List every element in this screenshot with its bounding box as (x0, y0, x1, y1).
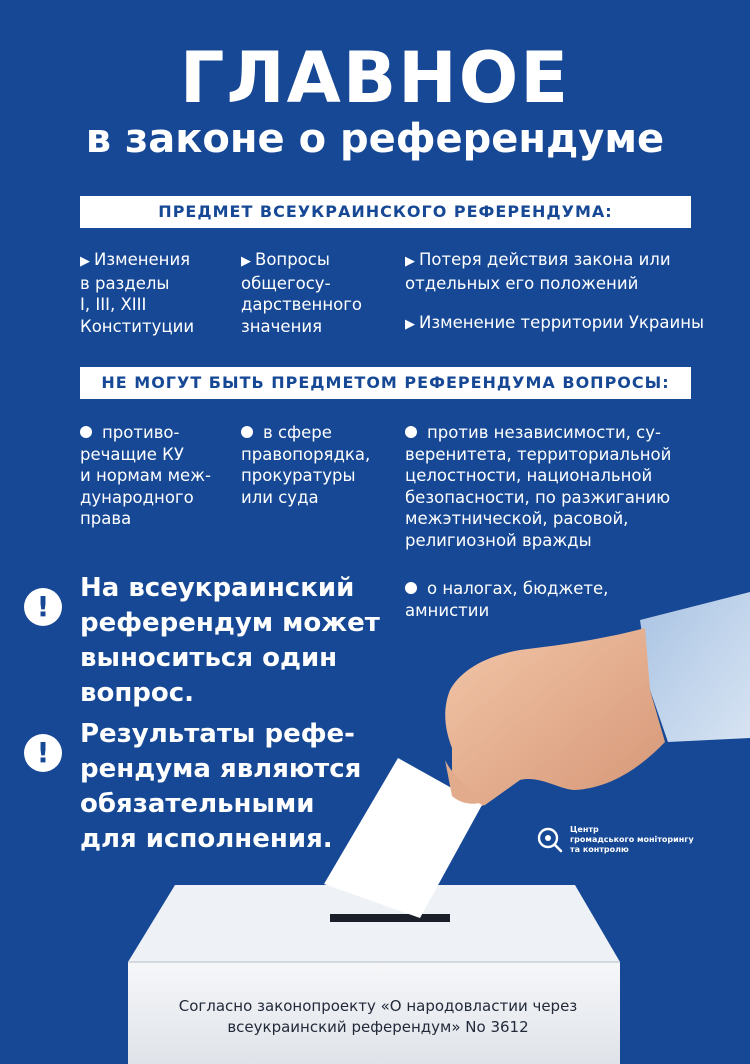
exclamation-icon: ! (24, 734, 62, 772)
subject-section-heading: ПРЕДМЕТ ВСЕУКРАИНСКОГО РЕФЕРЕНДУМА: (80, 196, 691, 228)
organization-logo (536, 825, 694, 855)
not-subject-section-heading: НЕ МОГУТ БЫТЬ ПРЕДМЕТОМ РЕФЕРЕНДУМА ВОПРОСЫ: (80, 367, 691, 399)
not-subject-item-taxes: о налогах, бюджете, амнистии (405, 579, 609, 620)
subject-item-constitution: ▶ Изменения в разделы I, III, XIII Конституции (80, 250, 195, 336)
magnifier-logo-icon (536, 826, 564, 854)
triangle-bullet-icon: ▶ (405, 254, 415, 269)
triangle-bullet-icon: ▶ (405, 317, 415, 332)
dot-bullet-icon (405, 582, 417, 594)
subject-item-national: ▶ Вопросы общегосу- дарственного значения (241, 250, 362, 336)
not-subject-item-contradict: противо- речащие КУ и нормам меж- дународного права (80, 423, 211, 528)
dot-bullet-icon (80, 426, 92, 438)
notice-binding-results: Результаты рефе- рендума являются обязательными для исполнения. (80, 719, 362, 854)
footer-source: Согласно законопроекту «О народовластии через всеукраинский референдум» No 3612 (178, 997, 578, 1036)
not-subject-item-law-order: в сфере правопорядка, прокуратуры или суда (241, 423, 371, 507)
ballot-slot-left (330, 914, 410, 922)
logo-text: Центр громадського моніторингу та контролю (570, 825, 694, 854)
notice-single-question: На всеукраинский референдум может выноситься один вопрос. (80, 573, 380, 708)
not-subject-item-independence: против независимости, су- веренитета, территориальной целостности, национальной безопасности, по разжиганию межэтнической, расовой, религиозной вражды (405, 423, 672, 550)
subject-item-territory: ▶ Изменение территории Украины (405, 313, 705, 332)
triangle-bullet-icon: ▶ (241, 254, 251, 269)
subject-item-law: ▶ Потеря действия закона или отдельных его положений (405, 250, 671, 293)
page-title: ГЛАВНОЕ (179, 37, 571, 119)
exclamation-icon: ! (24, 588, 62, 626)
dot-bullet-icon (405, 426, 417, 438)
page-subtitle: в законе о референдуме (85, 116, 665, 162)
hand-shape (445, 628, 665, 806)
triangle-bullet-icon: ▶ (80, 254, 90, 269)
dot-bullet-icon (241, 426, 253, 438)
